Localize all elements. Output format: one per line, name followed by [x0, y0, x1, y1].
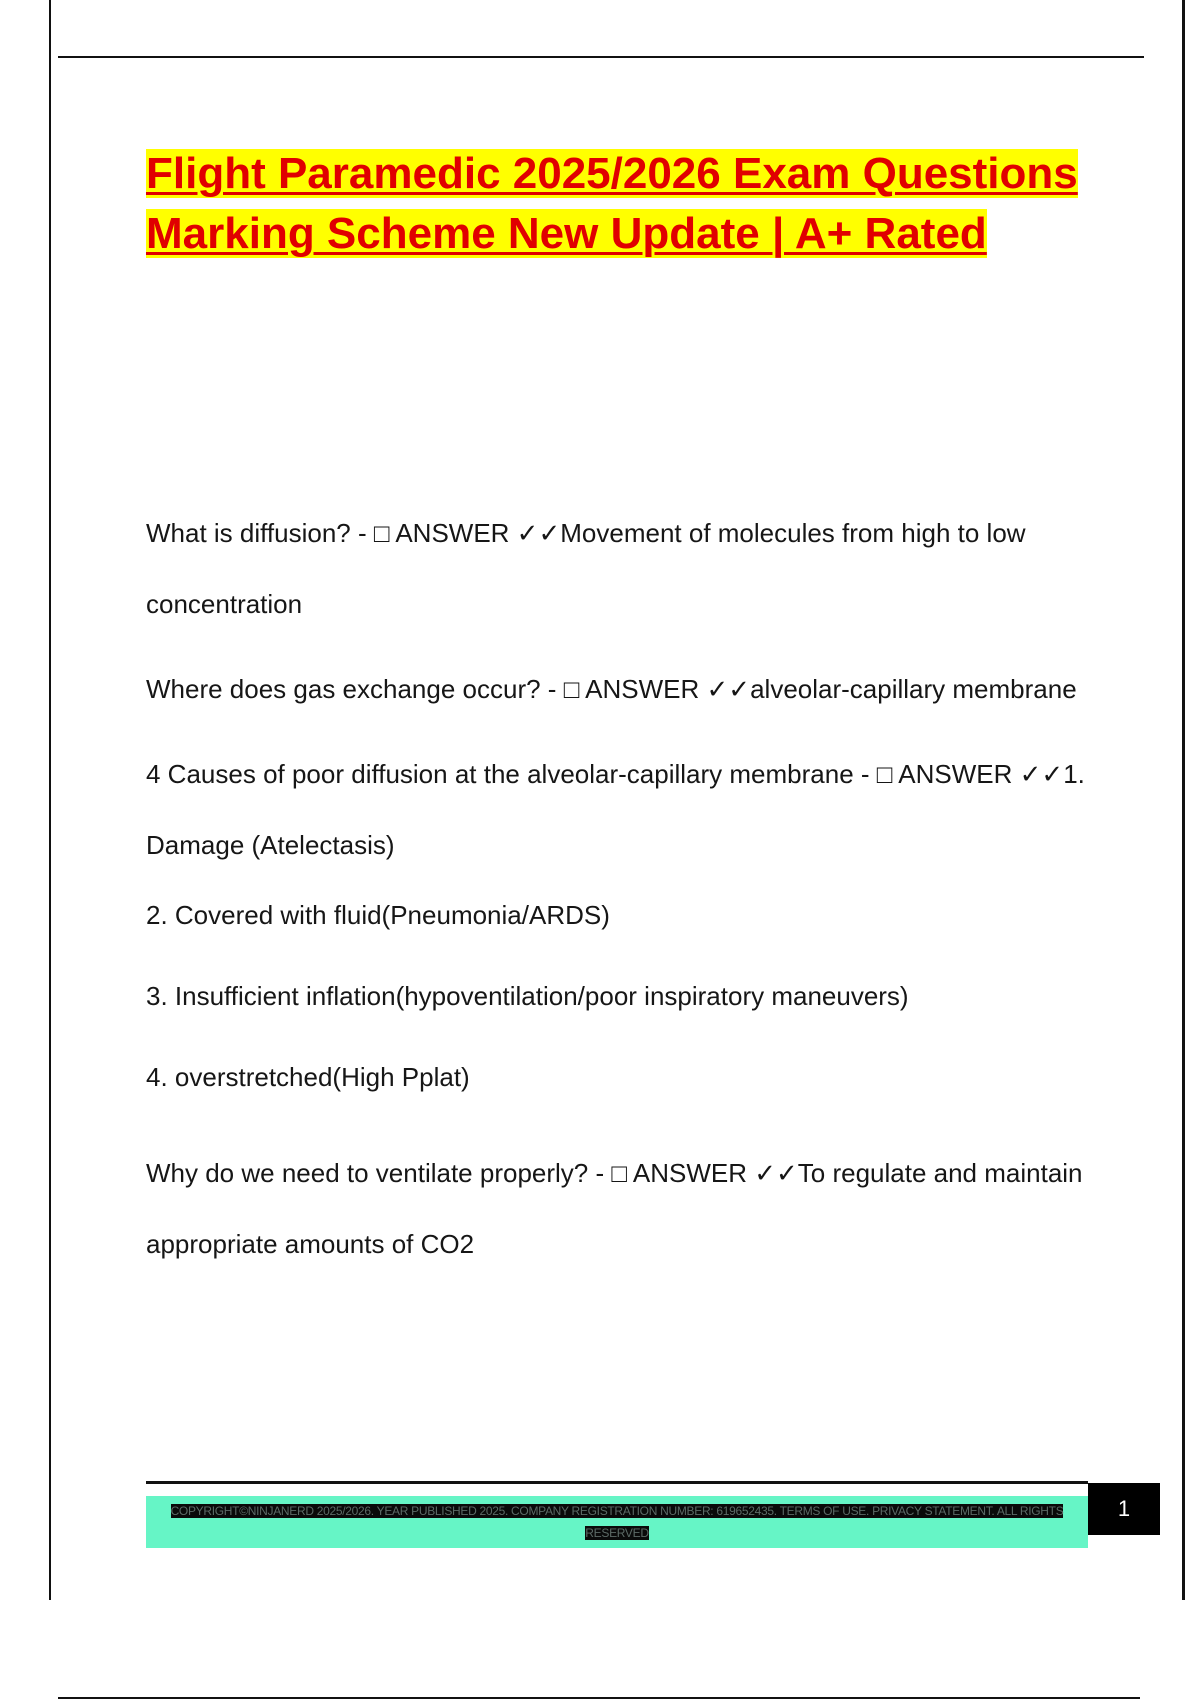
- answer-text: To regulate and maintain appropriate amounts of CO2: [146, 1158, 1083, 1259]
- answer-text: 1. Damage (Atelectasis): [146, 759, 1085, 860]
- question-text: Where does gas exchange occur? -: [146, 674, 564, 704]
- footer-copyright-wrap: [167, 1500, 1067, 1544]
- answer-text: Movement of molecules from high to low concentration: [146, 518, 1026, 619]
- list-item: 4. overstretched(High Pplat): [146, 1062, 470, 1092]
- answer-marker: □ ANSWER ✓✓: [563, 674, 751, 704]
- footer-rule: [146, 1481, 1088, 1484]
- answer-marker: □ ANSWER ✓✓: [373, 518, 561, 548]
- list-item: 3. Insufficient inflation(hypoventilation/poor inspiratory maneuvers): [146, 981, 909, 1011]
- header-rule: [58, 56, 1144, 58]
- page-border-right: [1182, 0, 1185, 1600]
- answer-text: alveolar-capillary membrane: [750, 674, 1077, 704]
- page-border-left: [49, 0, 51, 1600]
- qa-item-ventilation: [146, 1138, 1106, 1280]
- footer-copyright-band: [146, 1496, 1088, 1548]
- qa-item-gas-exchange: [146, 654, 1106, 725]
- document-content: [146, 498, 1106, 1294]
- qa-item-diffusion: [146, 498, 1106, 640]
- question-text: Why do we need to ventilate properly? -: [146, 1158, 612, 1188]
- question-text: 4 Causes of poor diffusion at the alveolar-capillary membrane -: [146, 759, 877, 789]
- document-title-block: [146, 144, 1126, 264]
- footer-copyright-text: COPYRIGHT©NINJANERD 2025/2026. YEAR PUBLISHED 2025. COMPANY REGISTRATION NUMBER: 619652435. TERMS OF USE. PRIVACY STATEMENT. ALL RIGHTS RESERVED: [170, 1504, 1064, 1540]
- page-number: 1: [1088, 1483, 1160, 1535]
- document-title: Flight Paramedic 2025/2026 Exam Questions Marking Scheme New Update | A+ Rated: [146, 149, 1078, 258]
- answer-marker: □ ANSWER ✓✓: [611, 1158, 798, 1188]
- list-item: 2. Covered with fluid(Pneumonia/ARDS): [146, 900, 610, 930]
- answer-marker: □ ANSWER ✓✓: [876, 759, 1064, 789]
- question-text: What is diffusion? -: [146, 518, 374, 548]
- qa-item-poor-diffusion-causes: [146, 739, 1106, 881]
- next-page-rule: [58, 1697, 1140, 1699]
